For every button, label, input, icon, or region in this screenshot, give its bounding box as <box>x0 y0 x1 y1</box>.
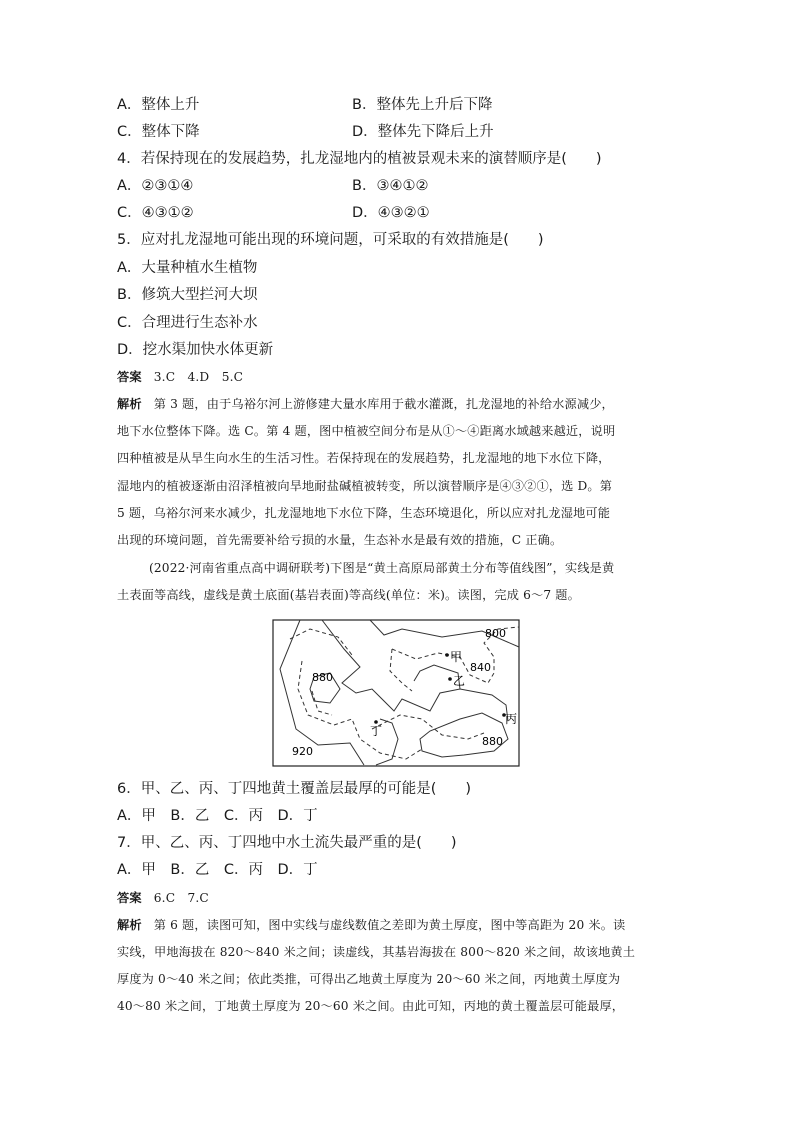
analysis-label: 解析 <box>117 397 142 411</box>
q4-option-d: D．④③②① <box>352 205 430 221</box>
q6-stem: 6．甲、乙、丙、丁四地黄土覆盖层最厚的可能是( ) <box>117 781 472 797</box>
label-920: 920 <box>292 745 313 758</box>
q4-option-a: A．②③①④ <box>117 178 194 194</box>
label-800: 800 <box>485 627 506 640</box>
analysis-3-5-line-1: 解析 第 3 题，由于乌裕尔河上游修建大量水库用于截水灌溉，扎龙湿地的补给水源减少， <box>117 397 614 411</box>
q4-stem: 4．若保持现在的发展趋势，扎龙湿地内的植被景观未来的演替顺序是( ) <box>117 151 602 167</box>
intro-line-2: 土表面等高线，虚线是黄土底面(基岩表面)等高线(单位：米)。读图，完成 6～7 题。 <box>117 588 580 602</box>
analysis-6-7-line-4: 40～80 米之间，丁地黄土厚度为 20～60 米之间。由此可知，丙地的黄土覆盖层可能最厚， <box>117 999 625 1013</box>
label-880-left: 880 <box>312 671 333 684</box>
q5-option-a: A．大量种植水生植物 <box>117 260 258 276</box>
q4-option-c: C．④③①② <box>117 205 194 221</box>
answer-label: 答案 <box>117 370 142 384</box>
q5-stem: 5．应对扎龙湿地可能出现的环境问题，可采取的有效措施是( ) <box>117 232 544 248</box>
analysis-6-7-line-2: 实线，甲地海拔在 820～840 米之间；读虚线，其基岩海拔在 800～820 米之间，故该地黄土 <box>117 945 636 959</box>
point-yi <box>448 677 452 681</box>
q4-option-b: B．③④①② <box>352 178 429 194</box>
analysis-3-5-line-3: 四种植被是从旱生向水生的生活习性。若保持现在的发展趋势，扎龙湿地的地下水位下降， <box>117 451 611 465</box>
q3-option-c: C．整体下降 <box>117 124 200 140</box>
answer-label: 答案 <box>117 891 142 905</box>
analysis-3-5-line-4: 湿地内的植被逐渐由沼泽植被向旱地耐盐碱植被转变，所以演替顺序是④③②①，选 D。第 <box>117 479 613 493</box>
label-yi: 乙 <box>453 674 466 688</box>
answer-6-7 <box>117 888 209 908</box>
q6-options: A．甲 B．乙 C．丙 D．丁 <box>117 808 318 824</box>
analysis-3-5-line-2: 地下水位整体下降。选 C。第 4 题，图中植被空间分布是从①～④距离水域越来越近，说明 <box>117 424 616 438</box>
label-bing: 丙 <box>505 712 518 726</box>
q5-option-c: C．合理进行生态补水 <box>117 315 258 331</box>
q3-option-d: D．整体先下降后上升 <box>352 124 494 140</box>
loess-contour-map <box>272 619 520 767</box>
q5-option-d: D．挖水渠加快水体更新 <box>117 342 274 358</box>
answer-text: 6.C 7.C <box>153 891 209 905</box>
answer-3-5 <box>117 367 243 387</box>
q7-stem: 7．甲、乙、丙、丁四地中水土流失最严重的是( ) <box>117 835 457 851</box>
analysis-3-5-line-5: 5 题，乌裕尔河来水减少，扎龙湿地地下水位下降，生态环境退化，所以应对扎龙湿地可能 <box>117 506 611 520</box>
point-jia <box>445 653 449 657</box>
intro-line-1: (2022·河南省重点高中调研联考)下图是“黄土高原局部黄土分布等值线图”，实线是黄 <box>149 561 615 575</box>
label-840: 840 <box>470 661 491 674</box>
analysis-3-5-line-6: 出现的环境问题，首先需要补给亏损的水量，生态补水是最有效的措施，C 正确。 <box>117 533 563 547</box>
analysis-6-7-line-1: 解析 第 6 题，读图可知，图中实线与虚线数值之差即为黄土厚度，图中等高距为 20 米。读 <box>117 918 626 932</box>
label-jia: 甲 <box>450 650 463 664</box>
analysis-6-7-line-3: 厚度为 0～40 米之间；依此类推，可得出乙地黄土厚度为 20～60 米之间，丙地黄土厚度为 <box>117 972 621 986</box>
q3-option-b: B．整体先上升后下降 <box>352 97 493 113</box>
q7-options: A．甲 B．乙 C．丙 D．丁 <box>117 862 318 878</box>
q5-option-b: B．修筑大型拦河大坝 <box>117 287 258 303</box>
label-880-right: 880 <box>482 735 503 748</box>
answer-text: 3.C 4.D 5.C <box>153 370 244 384</box>
label-ding: 丁 <box>370 724 383 738</box>
q3-option-a: A．整体上升 <box>117 97 200 113</box>
analysis-label: 解析 <box>117 918 142 932</box>
